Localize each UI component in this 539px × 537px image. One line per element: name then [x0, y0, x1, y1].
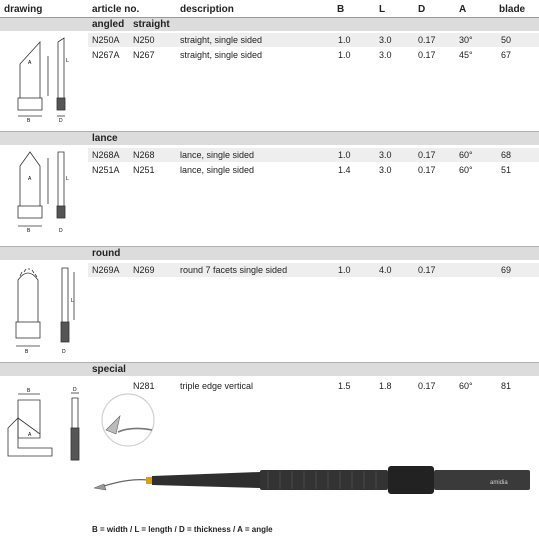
- cell-d: 0.17: [418, 165, 436, 175]
- cell-straight: N251: [133, 165, 155, 175]
- cell-description: lance, single sided: [180, 150, 255, 160]
- header-description: description: [180, 4, 234, 15]
- cell-straight: N281: [133, 381, 155, 391]
- cell-b: 1.0: [338, 265, 351, 275]
- header-article-no: article no.: [92, 4, 140, 15]
- section-band: [0, 18, 539, 31]
- handle-blade-tip: [94, 484, 106, 490]
- handle-lock-ring: [388, 466, 434, 494]
- cell-blade: 67: [501, 50, 512, 60]
- cell-straight: N267: [133, 50, 155, 60]
- cell-straight: N269: [133, 265, 155, 275]
- label-l: L: [66, 58, 69, 64]
- cell-b: 1.0: [338, 50, 351, 60]
- cell-description: round 7 facets single sided: [180, 265, 288, 275]
- label-d: D: [73, 387, 77, 393]
- section-band: [0, 132, 539, 145]
- cell-description: triple edge vertical: [180, 381, 254, 391]
- section-title-special: special: [92, 364, 126, 375]
- table-row: [88, 148, 539, 162]
- label-a: A: [28, 432, 32, 438]
- round-shank-side: [61, 322, 69, 342]
- knife-handle-drawing: [90, 462, 535, 502]
- header-drawing: drawing: [4, 4, 43, 15]
- cell-d: 0.17: [418, 35, 436, 45]
- section-title-round: round: [92, 248, 121, 259]
- header-blade: blade: [499, 4, 526, 15]
- table-row: [88, 263, 539, 277]
- cell-b: 1.0: [338, 35, 351, 45]
- section-title-lance: lance: [92, 133, 118, 144]
- handle-shaft-wire: [104, 480, 148, 486]
- cell-l: 4.0: [379, 265, 392, 275]
- subheader-straight: straight: [133, 19, 170, 30]
- cell-d: 0.17: [418, 50, 436, 60]
- cell-straight: N250: [133, 35, 155, 45]
- cell-a: 60°: [459, 381, 473, 391]
- cell-description: straight, single sided: [180, 50, 263, 60]
- label-l: L: [66, 176, 69, 182]
- header-a: A: [459, 4, 467, 15]
- magnified-tip-drawing: [98, 392, 158, 448]
- round-blade-drawing: [10, 262, 80, 357]
- handle-taper: [152, 472, 260, 488]
- label-d: D: [59, 118, 63, 124]
- section-band: [0, 247, 539, 260]
- cell-blade: 81: [501, 381, 512, 391]
- cell-d: 0.17: [418, 381, 436, 391]
- cell-l: 3.0: [379, 50, 392, 60]
- cell-a: 60°: [459, 150, 473, 160]
- table-row: [88, 379, 539, 393]
- lance-blade-drawing: [10, 148, 80, 238]
- handle-grip: [260, 470, 388, 490]
- label-b: B: [25, 349, 29, 355]
- label-l: L: [71, 298, 74, 304]
- table-row: [88, 48, 539, 62]
- blade-outline-front: [20, 42, 40, 98]
- cell-l: 3.0: [379, 165, 392, 175]
- lance-shank-front: [18, 206, 42, 218]
- header-d: D: [418, 4, 426, 15]
- handle-end: [434, 470, 530, 490]
- round-shank-front: [16, 322, 40, 338]
- label-b: B: [27, 228, 31, 234]
- blade-shank-front: [18, 98, 42, 110]
- section-band: [0, 363, 539, 376]
- label-d: D: [59, 228, 63, 234]
- cell-blade: 69: [501, 265, 512, 275]
- cell-b: 1.0: [338, 150, 351, 160]
- cell-l: 3.0: [379, 35, 392, 45]
- cell-blade: 50: [501, 35, 512, 45]
- cell-l: 1.8: [379, 381, 392, 391]
- round-outline-front: [18, 273, 38, 322]
- blade-outline-side: [58, 38, 64, 106]
- cell-d: 0.17: [418, 265, 436, 275]
- cell-description: straight, single sided: [180, 35, 263, 45]
- cell-angled: N269A: [92, 265, 120, 275]
- header-b: B: [337, 4, 345, 15]
- magnifier-circle: [102, 394, 154, 446]
- lance-shank-side: [57, 206, 65, 218]
- special-blade-drawing: [4, 388, 84, 468]
- cell-description: lance, single sided: [180, 165, 255, 175]
- label-a: A: [28, 176, 32, 182]
- cell-angled: N250A: [92, 35, 120, 45]
- cell-angled: N251A: [92, 165, 120, 175]
- legend-footer: B = width / L = length / D = thickness / A = angle: [92, 525, 273, 534]
- cell-angled: N267A: [92, 50, 120, 60]
- cell-b: 1.4: [338, 165, 351, 175]
- cell-a: 60°: [459, 165, 473, 175]
- cell-straight: N268: [133, 150, 155, 160]
- cell-l: 3.0: [379, 150, 392, 160]
- cell-a: 45°: [459, 50, 473, 60]
- cell-a: 30°: [459, 35, 473, 45]
- subheader-angled: angled: [92, 19, 125, 30]
- cell-b: 1.5: [338, 381, 351, 391]
- table-row: [88, 163, 539, 177]
- handle-brand-label: amidia: [490, 480, 508, 486]
- label-a: A: [28, 60, 32, 66]
- header-l: L: [379, 4, 386, 15]
- cell-blade: 68: [501, 150, 512, 160]
- cell-angled: N268A: [92, 150, 120, 160]
- label-b: B: [27, 118, 31, 124]
- cell-blade: 51: [501, 165, 512, 175]
- label-d: D: [62, 349, 66, 355]
- cell-d: 0.17: [418, 150, 436, 160]
- label-b: B: [27, 388, 31, 394]
- table-row: [88, 33, 539, 47]
- straight-blade-drawing: [10, 36, 80, 126]
- blade-shank-side: [57, 98, 65, 110]
- handle-collar: [146, 477, 152, 484]
- special-shank-side: [71, 428, 79, 460]
